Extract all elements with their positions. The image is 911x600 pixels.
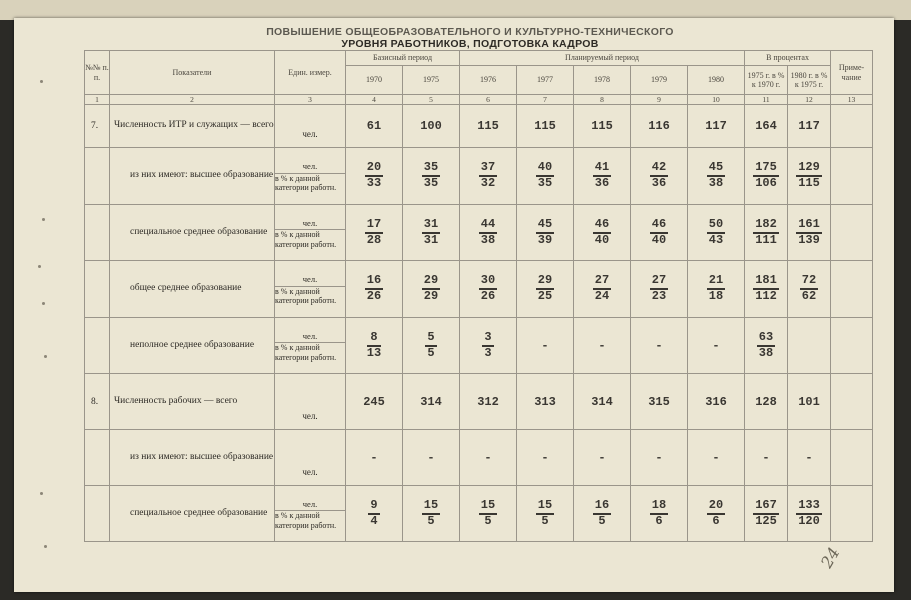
fraction-value (745, 318, 788, 374)
fraction-denominator: 6 (655, 513, 663, 528)
fraction-denominator: 40 (651, 232, 667, 247)
cell-value: - (346, 430, 403, 486)
fraction-numerator: 40 (536, 161, 554, 177)
cell-value: - (460, 430, 517, 486)
fraction-value (788, 205, 831, 261)
fraction-numerator: 50 (707, 218, 725, 234)
header-indicators: Показатели (110, 51, 275, 95)
column-number: 2 (110, 95, 275, 105)
header-percent: В процентах (745, 51, 831, 66)
cell-value: 313 (517, 374, 574, 430)
statistics-table (84, 50, 873, 542)
fraction-value (574, 205, 631, 261)
row-number: 7. (85, 105, 110, 148)
column-number: 1 (85, 95, 110, 105)
column-number: 11 (745, 95, 788, 105)
unit-persons: чел. (275, 497, 345, 511)
fraction-numerator: 42 (650, 161, 668, 177)
fraction-value (517, 205, 574, 261)
binder-hole (38, 265, 41, 268)
fraction-denominator: 5 (484, 513, 492, 528)
fraction-denominator: 26 (366, 289, 382, 303)
fraction-value (346, 486, 403, 542)
cell-value: - (688, 430, 745, 486)
fraction-numerator: 63 (757, 331, 775, 347)
header-year: 1976 (460, 66, 517, 95)
header-year: 1970 (346, 66, 403, 95)
fraction-value (346, 318, 403, 374)
header-year: 1975 (403, 66, 460, 95)
fraction-numerator: 161 (796, 218, 822, 234)
row-label: специальное среднее образование (110, 205, 275, 261)
row-label: Численность рабочих — всего (110, 374, 275, 430)
binder-hole (42, 218, 45, 221)
fraction-denominator: 36 (651, 176, 667, 190)
fraction-denominator: 139 (798, 232, 820, 247)
fraction-value (460, 148, 517, 205)
fraction-numerator: 16 (593, 499, 611, 515)
cell-value: 61 (346, 105, 403, 148)
unit-percent-of-category: в % к данной категории работн. (275, 286, 337, 305)
fraction-numerator: 72 (800, 274, 818, 290)
cell-value: 128 (745, 374, 788, 430)
table-row (85, 261, 873, 318)
fraction-numerator: 31 (422, 218, 440, 234)
fraction-numerator: 20 (707, 499, 725, 515)
table-row (85, 486, 873, 542)
row-label: из них имеют: высшее образование (110, 430, 275, 486)
fraction-denominator: 5 (427, 345, 435, 360)
row-number (85, 318, 110, 374)
row-unit: чел. (275, 374, 346, 430)
fraction-denominator: 18 (708, 289, 724, 303)
fraction-numerator: 44 (479, 218, 497, 234)
fraction-denominator: 35 (423, 176, 439, 190)
column-number: 9 (631, 95, 688, 105)
cell-value: 314 (574, 374, 631, 430)
row-number (85, 430, 110, 486)
fraction-denominator: 36 (594, 176, 610, 190)
table-row (85, 148, 873, 205)
fraction-denominator: 38 (758, 345, 774, 360)
column-number: 6 (460, 95, 517, 105)
fraction-value (574, 148, 631, 205)
fraction-value: - (688, 318, 745, 374)
fraction-denominator: 120 (798, 513, 820, 528)
fraction-value (346, 261, 403, 318)
cell-value: 117 (688, 105, 745, 148)
unit-percent-of-category: в % к данной категории работн. (275, 343, 337, 362)
cell-value: - (788, 430, 831, 486)
fraction-value: - (631, 318, 688, 374)
fraction-numerator: 16 (365, 274, 383, 290)
fraction-denominator: 38 (708, 176, 724, 190)
fraction-denominator: 125 (755, 513, 777, 528)
cell-value: 314 (403, 374, 460, 430)
fraction-numerator: 15 (536, 499, 554, 515)
cell-value: - (574, 430, 631, 486)
fraction-value (517, 261, 574, 318)
note-cell (831, 430, 873, 486)
column-number: 10 (688, 95, 745, 105)
fraction-value (346, 148, 403, 205)
row-number: 8. (85, 374, 110, 430)
header-pct-1980-1975: 1980 г. в % к 1975 г. (788, 66, 831, 95)
fraction-denominator: 29 (423, 289, 439, 303)
handwritten-page-number: 24 (816, 543, 844, 572)
fraction-denominator: 4 (370, 513, 378, 528)
cell-value: 164 (745, 105, 788, 148)
table-row (85, 430, 873, 486)
fraction-numerator: 181 (753, 274, 779, 290)
fraction-denominator: 5 (598, 513, 606, 528)
cell-value: - (517, 430, 574, 486)
fraction-denominator: 112 (755, 289, 777, 303)
cell-value: - (745, 430, 788, 486)
row-number (85, 486, 110, 542)
fraction-numerator: 15 (422, 499, 440, 515)
fraction-numerator: 17 (365, 218, 383, 234)
header-unit: Един. измер. (275, 51, 346, 95)
fraction-numerator: 167 (753, 499, 779, 515)
table-row (85, 318, 873, 374)
fraction-denominator: 24 (594, 289, 610, 303)
fraction-denominator: 3 (484, 345, 492, 360)
column-number: 7 (517, 95, 574, 105)
unit-persons: чел. (275, 160, 345, 174)
fraction-numerator: 9 (368, 499, 379, 515)
column-number: 8 (574, 95, 631, 105)
fraction-numerator: 45 (536, 218, 554, 234)
unit-persons: чел. (275, 329, 345, 343)
fraction-denominator: 23 (651, 289, 667, 303)
fraction-value (745, 148, 788, 205)
fraction-numerator: 45 (707, 161, 725, 177)
binder-hole (40, 80, 43, 83)
fraction-value (788, 318, 831, 374)
fraction-numerator: 21 (707, 274, 725, 290)
table-row (85, 105, 873, 148)
row-label: общее среднее образование (110, 261, 275, 318)
note-cell (831, 374, 873, 430)
fraction-denominator: 33 (366, 176, 382, 190)
fraction-value (631, 261, 688, 318)
fraction-denominator: 31 (423, 232, 439, 247)
fraction-denominator: 43 (708, 232, 724, 247)
cell-value: - (631, 430, 688, 486)
fraction-numerator: 3 (482, 331, 493, 347)
row-label: неполное среднее образование (110, 318, 275, 374)
fraction-value: - (517, 318, 574, 374)
cell-value: 316 (688, 374, 745, 430)
fraction-denominator: 35 (537, 176, 553, 190)
cell-value: 101 (788, 374, 831, 430)
cell-value: 245 (346, 374, 403, 430)
fraction-value (688, 205, 745, 261)
fraction-value (460, 261, 517, 318)
fraction-value (517, 486, 574, 542)
fraction-value (574, 261, 631, 318)
fraction-value (460, 205, 517, 261)
doc-title-line-2: УРОВНЯ РАБОТНИКОВ, ПОДГОТОВКА КАДРОВ (341, 38, 599, 50)
note-cell (831, 105, 873, 148)
fraction-numerator: 30 (479, 274, 497, 290)
row-unit (275, 486, 346, 542)
fraction-numerator: 29 (536, 274, 554, 290)
header-base-period: Базисный период (346, 51, 460, 66)
fraction-value (346, 205, 403, 261)
fraction-value (788, 261, 831, 318)
fraction-value (688, 148, 745, 205)
fraction-numerator: 46 (593, 218, 611, 234)
header-pct-1975-1970: 1975 г. в % к 1970 г. (745, 66, 788, 95)
fraction-denominator: 13 (366, 345, 382, 360)
fraction-numerator: 18 (650, 499, 668, 515)
unit-percent-of-category: в % к данной категории работн. (275, 173, 337, 192)
fraction-denominator: 5 (541, 513, 549, 528)
header-year: 1979 (631, 66, 688, 95)
fraction-value (745, 261, 788, 318)
fraction-value (788, 486, 831, 542)
row-label: специальное среднее образование (110, 486, 275, 542)
fraction-numerator: 133 (796, 499, 822, 515)
fraction-numerator: 46 (650, 218, 668, 234)
header-year: 1978 (574, 66, 631, 95)
fraction-value (745, 205, 788, 261)
row-unit (275, 261, 346, 318)
fraction-value (460, 318, 517, 374)
cell-value: 115 (574, 105, 631, 148)
header-year: 1980 (688, 66, 745, 95)
fraction-numerator: 27 (593, 274, 611, 290)
fraction-numerator: 35 (422, 161, 440, 177)
binder-hole (40, 492, 43, 495)
cell-value: 315 (631, 374, 688, 430)
fraction-value (631, 148, 688, 205)
note-cell (831, 261, 873, 318)
fraction-value (403, 318, 460, 374)
row-unit (275, 148, 346, 205)
fraction-denominator: 106 (755, 176, 777, 190)
fraction-denominator: 111 (755, 232, 777, 247)
row-unit (275, 205, 346, 261)
row-unit: чел. (275, 430, 346, 486)
binder-hole (44, 545, 47, 548)
fraction-denominator: 26 (480, 289, 496, 303)
fraction-numerator: 27 (650, 274, 668, 290)
row-number (85, 205, 110, 261)
fraction-value (688, 261, 745, 318)
fraction-numerator: 129 (796, 161, 822, 177)
cell-value: 117 (788, 105, 831, 148)
fraction-denominator: 39 (537, 232, 553, 247)
header-note: Приме- чание (831, 51, 873, 95)
fraction-numerator: 41 (593, 161, 611, 177)
unit-persons: чел. (275, 216, 345, 230)
note-cell (831, 318, 873, 374)
column-number: 12 (788, 95, 831, 105)
cell-value: 115 (517, 105, 574, 148)
fraction-denominator: 32 (480, 176, 496, 190)
cell-value: 116 (631, 105, 688, 148)
column-number: 4 (346, 95, 403, 105)
cell-value: 115 (460, 105, 517, 148)
fraction-value (403, 148, 460, 205)
column-number: 3 (275, 95, 346, 105)
note-cell (831, 205, 873, 261)
unit-persons: чел. (275, 273, 345, 287)
row-label: из них имеют: высшее образование (110, 148, 275, 205)
table-row (85, 205, 873, 261)
fraction-value (403, 261, 460, 318)
unit-percent-of-category: в % к данной категории работн. (275, 230, 337, 249)
binder-hole (42, 302, 45, 305)
fraction-value (788, 148, 831, 205)
row-number (85, 148, 110, 205)
fraction-denominator: 28 (366, 232, 382, 247)
row-label: Численность ИТР и служащих — всего (110, 105, 275, 148)
fraction-numerator: 15 (479, 499, 497, 515)
fraction-denominator: 6 (712, 513, 720, 528)
cell-value: - (403, 430, 460, 486)
fraction-numerator: 37 (479, 161, 497, 177)
doc-title-line-1: ПОВЫШЕНИЕ ОБЩЕОБРАЗОВАТЕЛЬНОГО И КУЛЬТУРНО-ТЕХНИЧЕСКОГО (266, 26, 674, 38)
fraction-numerator: 8 (367, 331, 381, 347)
fraction-value (403, 486, 460, 542)
row-number (85, 261, 110, 318)
header-nn: №№ п. п. (85, 51, 110, 95)
fraction-value (460, 486, 517, 542)
fraction-numerator: 175 (753, 161, 779, 177)
cell-value: 100 (403, 105, 460, 148)
unit-percent-of-category: в % к данной категории работн. (275, 511, 337, 530)
column-number: 13 (831, 95, 873, 105)
fraction-numerator: 29 (422, 274, 440, 290)
fraction-denominator: 5 (427, 513, 435, 528)
cell-value: 312 (460, 374, 517, 430)
fraction-value: - (574, 318, 631, 374)
fraction-numerator: 182 (753, 218, 779, 234)
fraction-value (517, 148, 574, 205)
fraction-value (745, 486, 788, 542)
binder-hole (44, 355, 47, 358)
fraction-denominator: 38 (480, 232, 496, 247)
fraction-denominator: 115 (798, 176, 820, 190)
fraction-value (631, 486, 688, 542)
row-unit (275, 318, 346, 374)
fraction-value (403, 205, 460, 261)
fraction-numerator: 5 (425, 331, 436, 347)
fraction-denominator: 40 (594, 232, 610, 247)
fraction-value (631, 205, 688, 261)
fraction-value (688, 486, 745, 542)
row-unit: чел. (275, 105, 346, 148)
fraction-numerator: 20 (365, 161, 383, 177)
header-plan-period: Планируемый период (460, 51, 745, 66)
fraction-denominator: 25 (537, 289, 553, 303)
note-cell (831, 486, 873, 542)
fraction-denominator: 62 (801, 289, 817, 303)
paper-edge (0, 0, 911, 20)
table-row (85, 374, 873, 430)
column-number: 5 (403, 95, 460, 105)
note-cell (831, 148, 873, 205)
header-year: 1977 (517, 66, 574, 95)
fraction-value (574, 486, 631, 542)
